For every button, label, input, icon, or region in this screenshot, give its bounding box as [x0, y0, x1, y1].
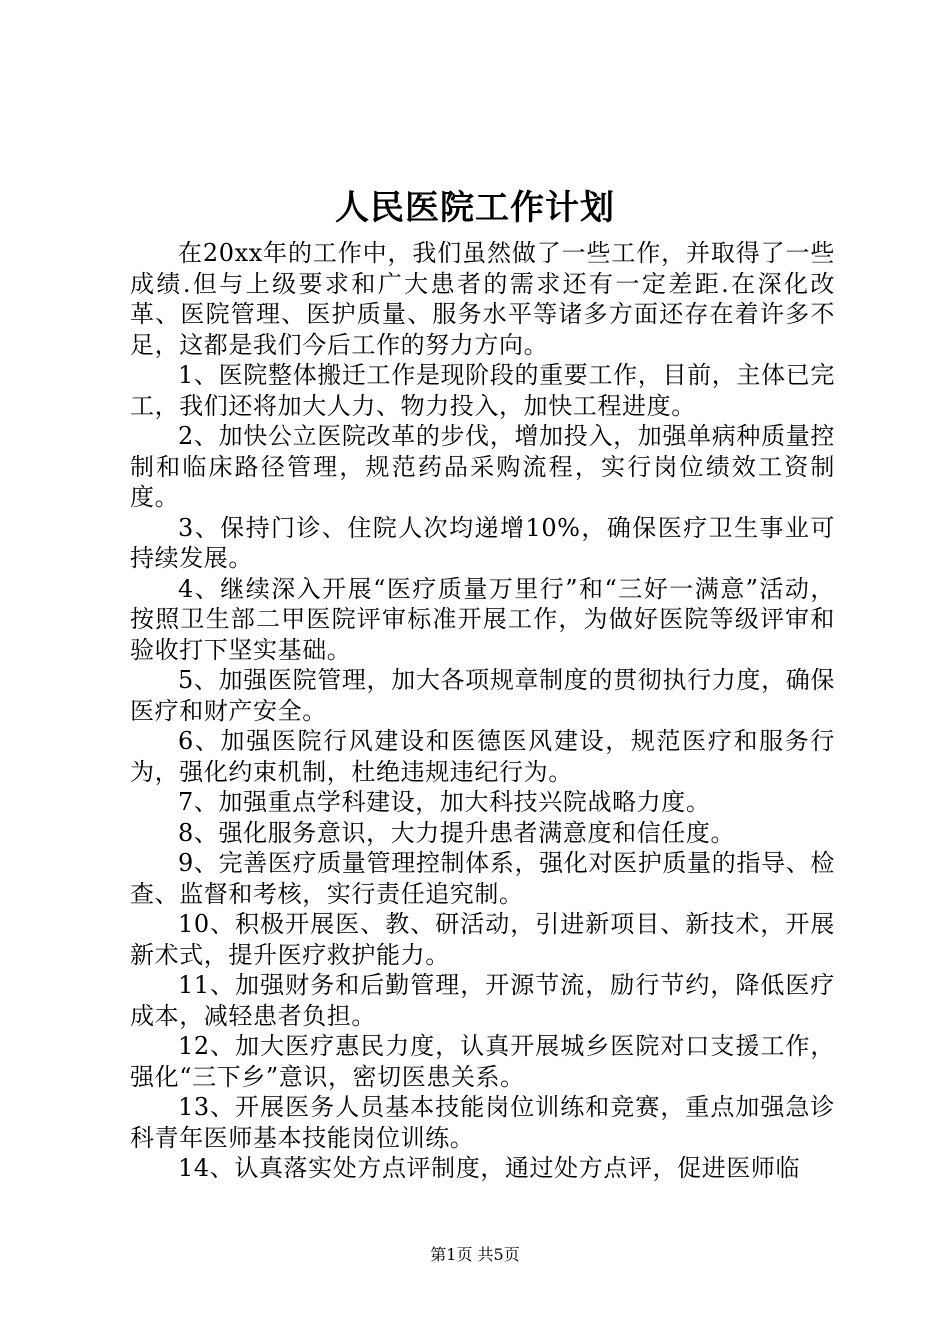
plan-item-8: 8、强化服务意识，大力提升患者满意度和信任度。	[178, 818, 736, 847]
plan-item-6: 6、加强医院行风建设和医德医风建设，规范医疗和服务行为，强化约束机制，杜绝违规违纪行为。	[130, 727, 835, 786]
plan-item-12: 12、加大医疗惠民力度，认真开展城乡医院对口支援工作，强化“三下乡”意识，密切医患关系。	[130, 1032, 835, 1091]
plan-item-11: 11、加强财务和后勤管理，开源节流，励行节约，降低医疗成本，减轻患者负担。	[130, 971, 835, 1030]
plan-item-14: 14、认真落实处方点评制度，通过处方点评，促进医师临	[178, 1154, 801, 1182]
plan-item-4: 4、继续深入开展“医疗质量万里行”和“三好一满意”活动，按照卫生部二甲医院评审标准开展工作，为做好医院等级评审和验收打下坚实基础。	[130, 574, 835, 664]
page-number-footer: 第1页 共5页	[430, 1245, 520, 1264]
intro-paragraph: 在20xx年的工作中，我们虽然做了一些工作，并取得了一些成绩.但与上级要求和广大患者的需求还有一定差距.在深化改革、医院管理、医护质量、服务水平等诸多方面还存在着许多不足，这都是我们今后工作的努力方向。	[130, 239, 835, 359]
plan-item-5: 5、加强医院管理，加大各项规章制度的贯彻执行力度，确保医疗和财产安全。	[130, 666, 835, 725]
plan-item-7: 7、加强重点学科建设，加大科技兴院战略力度。	[178, 788, 711, 816]
plan-item-9: 9、完善医疗质量管理控制体系，强化对医护质量的指导、检查、监督和考核，实行责任追究制。	[130, 849, 835, 908]
plan-item-10: 10、积极开展医、教、研活动，引进新项目、新技术，开展新术式，提升医疗救护能力。	[130, 910, 835, 969]
plan-item-2: 2、加快公立医院改革的步伐，增加投入，加强单病种质量控制和临床路径管理，规范药品采购流程，实行岗位绩效工资制度。	[130, 422, 835, 511]
document-body	[130, 238, 835, 1184]
plan-item-13: 13、开展医务人员基本技能岗位训练和竞赛，重点加强急诊科青年医师基本技能岗位训练。	[130, 1093, 835, 1152]
document-title: 人民医院工作计划	[335, 188, 615, 228]
plan-item-3: 3、保持门诊、住院人次均递增10%，确保医疗卫生事业可持续发展。	[130, 513, 835, 572]
plan-item-1: 1、医院整体搬迁工作是现阶段的重要工作，目前，主体已完工，我们还将加大人力、物力投入，加快工程进度。	[130, 361, 835, 420]
